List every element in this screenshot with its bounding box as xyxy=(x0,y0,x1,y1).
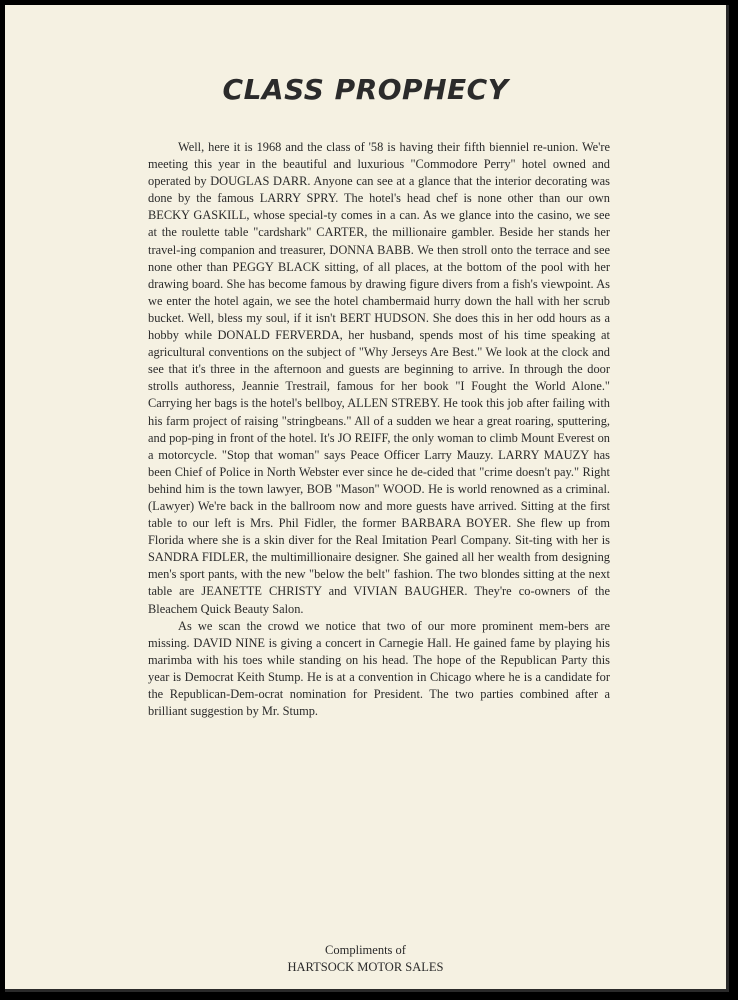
footer xyxy=(5,942,726,976)
footer-line-1: Compliments of xyxy=(325,943,406,957)
paragraph-1: Well, here it is 1968 and the class of '58 is having their fifth bienniel re-union. We're meeting this year in the beautiful and luxurious "Commodore Perry" hotel owned and operated by DOUGLAS DARR. Anyone can see at a glance that the interior decorating was done by the famous LARRY SPRY. The hotel's head chef is none other than our own BECKY GASKILL, whose special-ty comes in a can. As we glance into the casino, we see at the roulette table "cardshark" CARTER, the millionaire gambler. Beside her stands her travel-ing companion and treasurer, DONNA BABB. We then stroll onto the terrace and see none other than PEGGY BLACK sitting, of all places, at the bottom of the pool with her drawing board. She has become famous by drawing figure divers from a fish's viewpoint. As we enter the hotel again, we see the hotel chambermaid hurry down the hall with her scrub bucket. Well, bless my soul, if it isn't BERT HUDSON. She does this in her odd hours as a hobby while DONALD FERVERDA, her husband, spends most of his time speaking at agricultural conventions on the subject of "Why Jerseys Are Best." We look at the clock and see that it's three in the afternoon and guests are beginning to arrive. In through the door strolls authoress, Jeannie Trestrail, famous for her book "I Fought the World Alone." Carrying her bags is the hotel's bellboy, ALLEN STREBY. He took this job after failing with his farm project of raising "stringbeans." All of a sudden we hear a great roaring, sputtering, and pop-ping in front of the hotel. It's JO REIFF, the only woman to climb Mount Everest on a motorcycle. "Stop that woman" says Peace Officer Larry Mauzy. LARRY MAUZY has been Chief of Police in North Webster ever since he de-cided that "crime doesn't pay." Right behind him is the town lawyer, BOB "Mason" WOOD. He is world renowned as a criminal. (Lawyer) We're back in the ballroom now and more guests have arrived. Sitting at the first table to our left is Mrs. Phil Fidler, the former BARBARA BOYER. She flew up from Florida where she is a skin diver for the Real Imitation Pearl Company. Sit-ting with her is SANDRA FIDLER, the multimillionaire designer. She gained all her wealth from designing men's sport pants, with the new "below the belt" fashion. The two blondes sitting at the next table are JEANETTE CHRISTY and VIVIAN BAUGHER. They're co-owners of the Bleachem Quick Beauty Salon. xyxy=(148,140,610,616)
document-body xyxy=(148,139,610,720)
paragraph-2: As we scan the crowd we notice that two of our more prominent mem-bers are missing. DAVID NINE is giving a concert in Carnegie Hall. He gained fame by playing his marimba with his toes while standing on his head. The hope of the Republican Party this year is Democrat Keith Stump. He is at a convention in Chicago where he is a candidate for the Republican-Dem-ocrat nomination for President. The two parties combined after a brilliant suggestion by Mr. Stump. xyxy=(148,618,610,719)
footer-line-2: HARTSOCK MOTOR SALES xyxy=(287,960,444,974)
document-page xyxy=(5,5,729,992)
page-title: CLASS PROPHECY xyxy=(222,73,509,106)
